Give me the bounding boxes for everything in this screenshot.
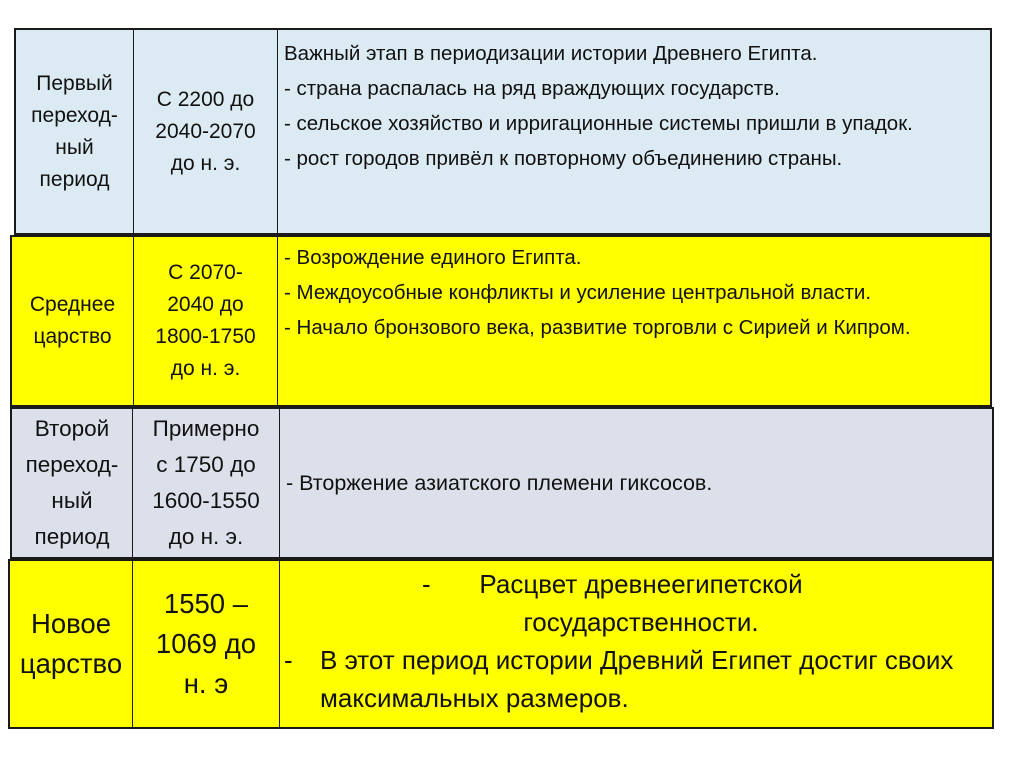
- event-bullet: [284, 565, 986, 641]
- event-text: - страна распалась на ряд враждующих государств.: [284, 77, 780, 100]
- event-text: - Вторжение азиатского племени гиксосов.: [286, 471, 713, 495]
- period-name-cell: Среднее царство: [12, 237, 134, 405]
- period-name-cell: Новое царство: [10, 561, 133, 727]
- event-bullet: [284, 641, 986, 717]
- period-events-cell: [278, 237, 990, 405]
- table-row-new-kingdom: [8, 559, 994, 729]
- period-events-cell: [278, 30, 990, 233]
- period-dates-cell: 1550 – 1069 до н. э: [133, 561, 280, 727]
- period-events-cell: [280, 561, 992, 727]
- bullet-marker: -: [284, 645, 293, 675]
- event-text: - сельское хозяйство и ирригационные системы пришли в упадок.: [284, 112, 913, 135]
- period-dates-cell: С 2070- 2040 до 1800-1750 до н. э.: [134, 237, 278, 405]
- event-text: - Междоусобные конфликты и усиление центральной власти.: [284, 281, 872, 304]
- table-row-middle-kingdom: [10, 235, 992, 407]
- event-text: В этот период истории Древний Египет достиг своих максимальных размеров.: [320, 645, 954, 713]
- period-dates-cell: Примерно с 1750 до 1600-1550 до н. э.: [133, 409, 280, 557]
- period-name-cell: Второй переход- ный период: [12, 409, 133, 557]
- table-row-second-intermediate-period: [10, 407, 994, 559]
- event-text: Важный этап в периодизации истории Древнего Египта.: [284, 42, 818, 65]
- event-text: - Возрождение единого Египта.: [284, 246, 582, 269]
- bullet-marker: -: [422, 569, 431, 599]
- event-text: - Начало бронзового века, развитие торговли с Сирией и Кипром.: [284, 316, 911, 339]
- period-events-cell: [280, 409, 992, 557]
- table-row-first-intermediate-period: [14, 28, 992, 235]
- period-dates-cell: С 2200 до 2040-2070 до н. э.: [134, 30, 278, 233]
- period-name-cell: Первый переход- ный период: [16, 30, 134, 233]
- event-text: Расцвет древнеегипетской государственности.: [479, 569, 803, 637]
- event-text: - рост городов привёл к повторному объединению страны.: [284, 147, 843, 170]
